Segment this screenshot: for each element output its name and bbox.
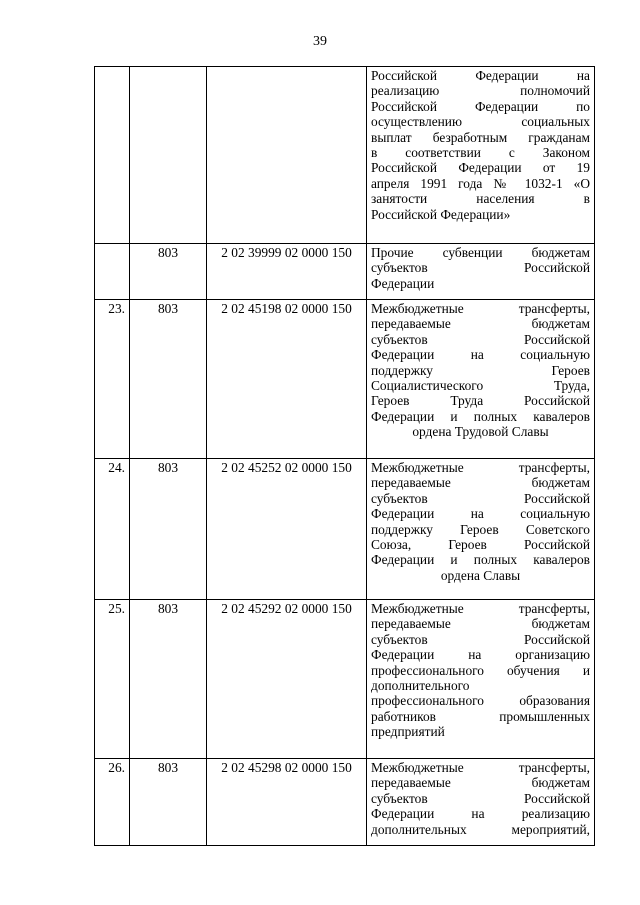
description-line: ордена Трудовой Славы [412, 424, 549, 440]
description-line: Межбюджетные трансферты, [371, 601, 590, 616]
description-line: Межбюджетные трансферты, [371, 460, 590, 475]
description-cell [367, 300, 595, 459]
description-line: передаваемые бюджетам [371, 775, 590, 791]
description-line: выплат безработным гражданам [371, 129, 590, 145]
budget-code-cell: 2 02 45198 02 0000 150 [207, 300, 367, 459]
description-line: субъектов Российской [371, 260, 590, 276]
description-cell [367, 600, 595, 759]
admin-code-cell: 803 [130, 759, 207, 846]
description-line: занятости населения в [371, 191, 590, 207]
table-row [95, 600, 595, 759]
admin-code-cell: 803 [130, 600, 207, 759]
description-line: профессионального обучения и [371, 662, 590, 678]
description-cell [367, 759, 595, 846]
budget-code-cell: 2 02 45292 02 0000 150 [207, 600, 367, 759]
description-line: Федерации на реализацию [371, 806, 590, 822]
description-cell [367, 244, 595, 300]
row-number-cell: 23. [95, 300, 130, 459]
description-line: Федерации на организацию [371, 647, 590, 663]
description-line: Российской Федерации по [371, 98, 590, 114]
row-number-cell: 25. [95, 600, 130, 759]
description-line: дополнительного [371, 678, 470, 694]
description-line: передаваемые бюджетам [371, 475, 590, 491]
description-line: дополнительных мероприятий, [371, 821, 590, 837]
description-line: ордена Славы [440, 567, 521, 583]
description-line: передаваемые бюджетам [371, 316, 590, 332]
budget-revenue-table [94, 66, 595, 846]
row-number-cell [95, 67, 130, 244]
description-line: осуществлению социальных [371, 114, 590, 130]
row-number-cell: 26. [95, 759, 130, 846]
table-row [95, 300, 595, 459]
description-line: предприятий [371, 724, 445, 740]
page-number: 39 [313, 34, 327, 49]
description-line: Межбюджетные трансферты, [371, 760, 590, 775]
table-row [95, 67, 595, 244]
description-line: Федерации и полных кавалеров [371, 408, 590, 424]
description-line: апреля 1991 года № 1032-1 «О [371, 175, 590, 191]
table-row [95, 459, 595, 600]
description-line: субъектов Российской [371, 490, 590, 506]
description-line: субъектов Российской [371, 790, 590, 806]
description-cell [367, 459, 595, 600]
description-line: Российской Федерации» [371, 206, 511, 222]
admin-code-cell: 803 [130, 244, 207, 300]
budget-code-cell [207, 67, 367, 244]
description-cell [367, 67, 595, 244]
description-line: в соответствии с Законом [371, 145, 590, 161]
description-line: Прочие субвенции бюджетам [371, 245, 590, 260]
budget-code-cell: 2 02 39999 02 0000 150 [207, 244, 367, 300]
description-line: передаваемые бюджетам [371, 616, 590, 632]
row-number-cell [95, 244, 130, 300]
description-line: субъектов Российской [371, 331, 590, 347]
description-line: Федерации на социальную [371, 506, 590, 522]
description-line: поддержку Героев [371, 362, 590, 378]
description-line: Социалистического Труда, [371, 378, 590, 394]
row-number-cell: 24. [95, 459, 130, 600]
admin-code-cell: 803 [130, 300, 207, 459]
budget-code-cell: 2 02 45298 02 0000 150 [207, 759, 367, 846]
table-row [95, 244, 595, 300]
description-line: поддержку Героев Советского [371, 521, 590, 537]
admin-code-cell [130, 67, 207, 244]
description-line: субъектов Российской [371, 631, 590, 647]
description-line: Российской Федерации от 19 [371, 160, 590, 176]
description-line: Федерации на социальную [371, 347, 590, 363]
description-line: профессионального образования [371, 693, 590, 709]
description-line: Российской Федерации на [371, 68, 590, 83]
table-row [95, 759, 595, 846]
description-line: реализацию полномочий [371, 83, 590, 99]
description-line: Федерации [371, 275, 435, 291]
admin-code-cell: 803 [130, 459, 207, 600]
description-line: Героев Труда Российской [371, 393, 590, 409]
description-line: Федерации и полных кавалеров [371, 552, 590, 568]
budget-code-cell: 2 02 45252 02 0000 150 [207, 459, 367, 600]
description-line: Союза, Героев Российской [371, 537, 590, 553]
description-line: Межбюджетные трансферты, [371, 301, 590, 316]
description-line: работников промышленных [371, 708, 590, 724]
